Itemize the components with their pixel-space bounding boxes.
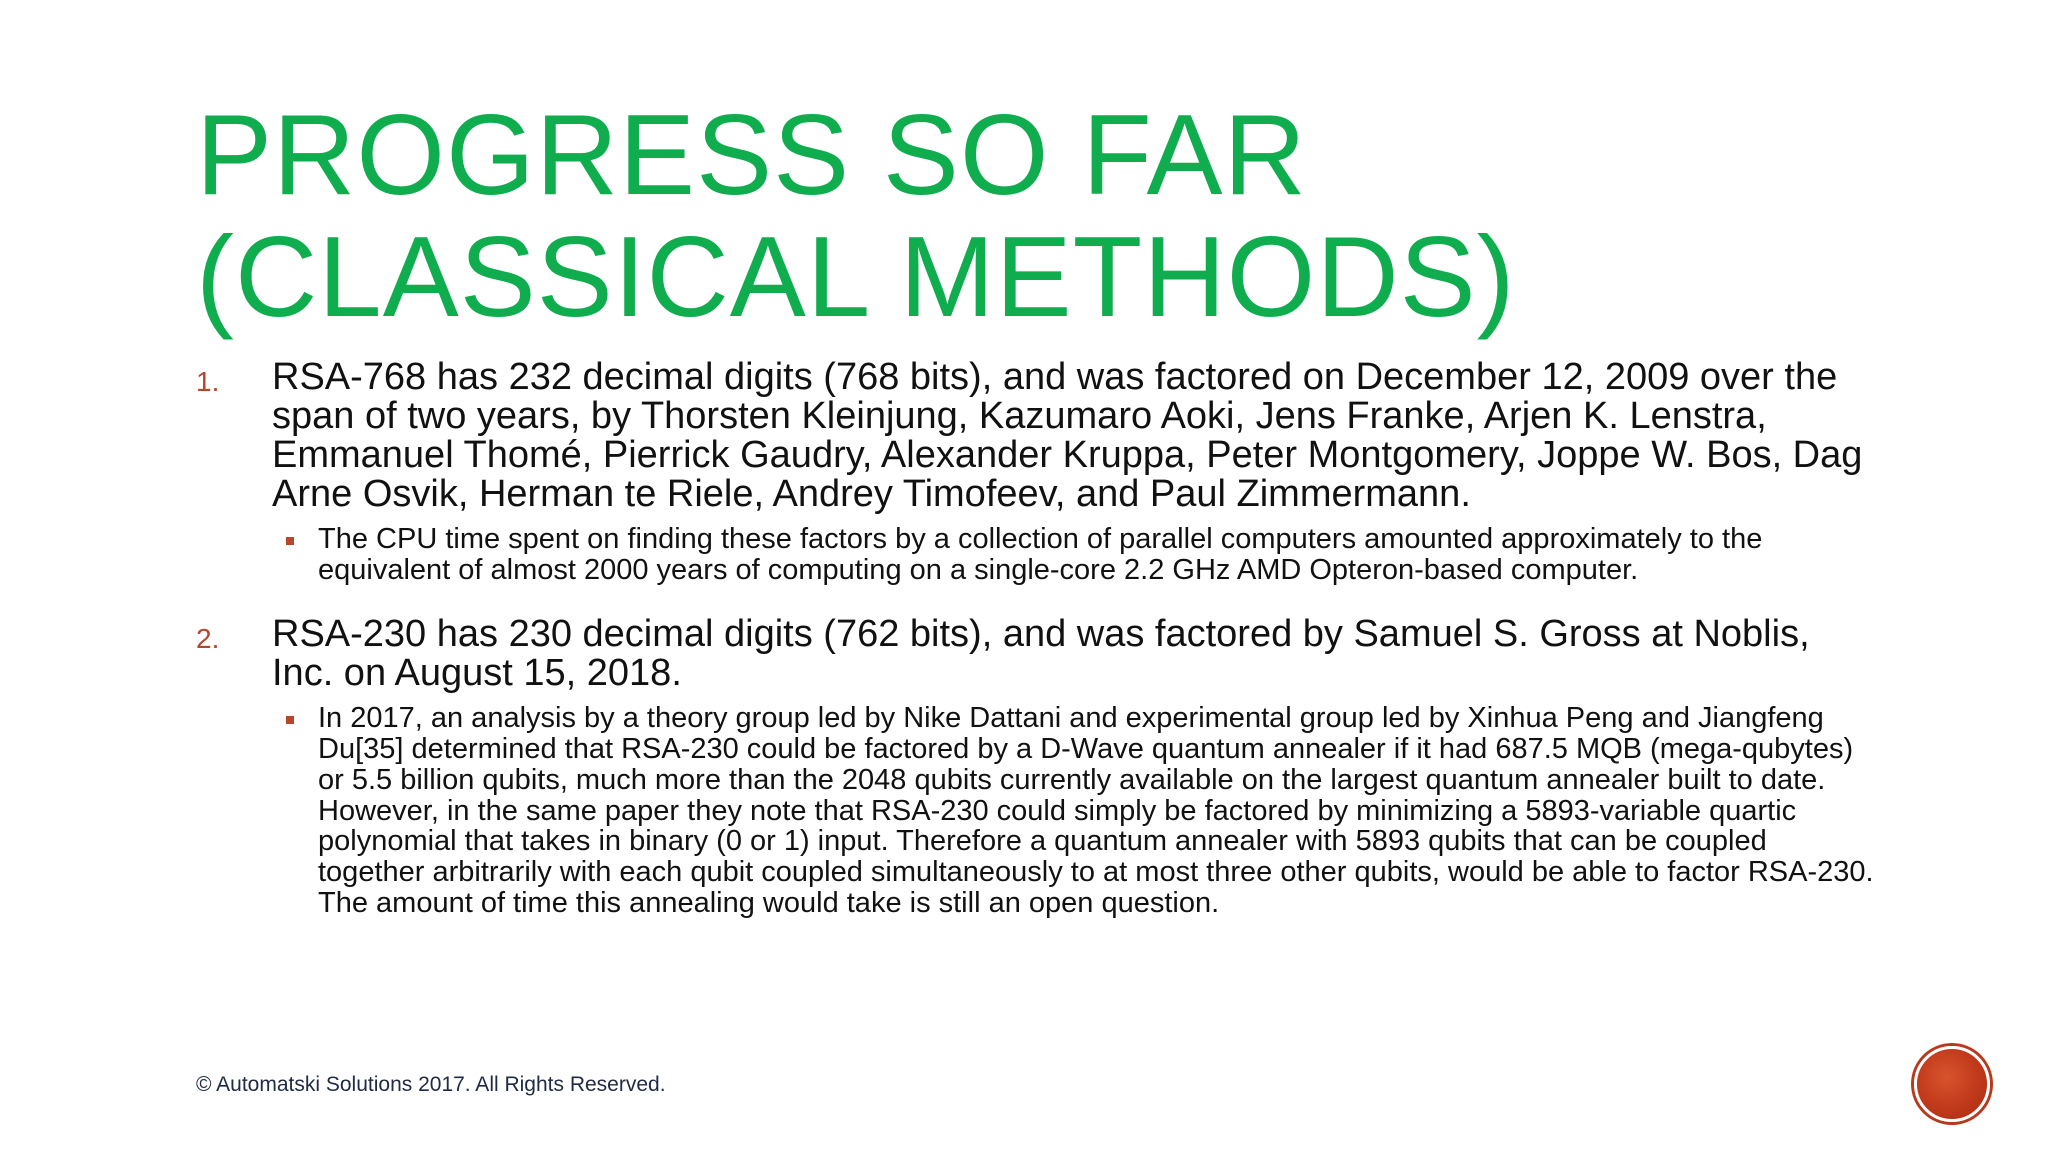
slide-title-line-1: PROGRESS SO FAR [196,92,1307,219]
square-bullet-icon [286,537,294,545]
list-item [196,615,1876,918]
list-item-number: 1. [196,366,220,397]
copyright-footer: © Automatski Solutions 2017. All Rights Reserved. [196,1073,666,1096]
square-bullet-icon [286,716,294,724]
list-item [196,358,1876,585]
sub-list-item [272,703,1878,918]
slide-content [196,358,1876,918]
slide-title [196,92,1896,341]
circle-button-icon[interactable] [1914,1046,1990,1122]
sub-list-item-text: The CPU time spent on finding these factors by a collection of parallel computers amounted approximately to the equivalent of almost 2000 years of computing on a single-core 2.2 GHz AMD Opteron-based computer. [318,523,1763,586]
slide-title-line-2: (CLASSICAL METHODS) [196,214,1516,341]
sub-list-item-text: In 2017, an analysis by a theory group led by Nike Dattani and experimental group led by Xinhua Peng and Jiangfeng Du[35] determined that RSA-230 could be factored by a D-Wave quantum annealer if it had 687.5 MQB (mega-qubytes) or 5.5 billion qubits, much more than the 2048 qubits currently available on the largest quantum annealer built to date. However, in the same paper they note that RSA-230 could simply be factored by minimizing a 5893-variable quartic polynomial that takes in binary (0 or 1) input. Therefore a quantum annealer with 5893 qubits that can be coupled together arbitrarily with each qubit coupled simultaneously to at most three other qubits, would be able to factor RSA-230. The amount of time this annealing would take is still an open question. [318,702,1874,919]
list-item-number: 2. [196,623,220,655]
sub-list-item [272,524,1878,585]
list-item-text: RSA-768 has 232 decimal digits (768 bits), and was factored on December 12, 2009 over the span of two years, by Thorsten Kleinjung, Kazumaro Aoki, Jens Franke, Arjen K. Lenstra, Emmanuel Thomé, Pierrick Gaudry, Alexander Kruppa, Peter Montgomery, Joppe W. Bos, Dag Arne Osvik, Herman te Riele, Andrey Timofeev, and Paul Zimmermann. [272,356,1863,515]
list-item-text: RSA-230 has 230 decimal digits (762 bits), and was factored by Samuel S. Gross at Noblis, Inc. on August 15, 2018. [272,613,1810,695]
